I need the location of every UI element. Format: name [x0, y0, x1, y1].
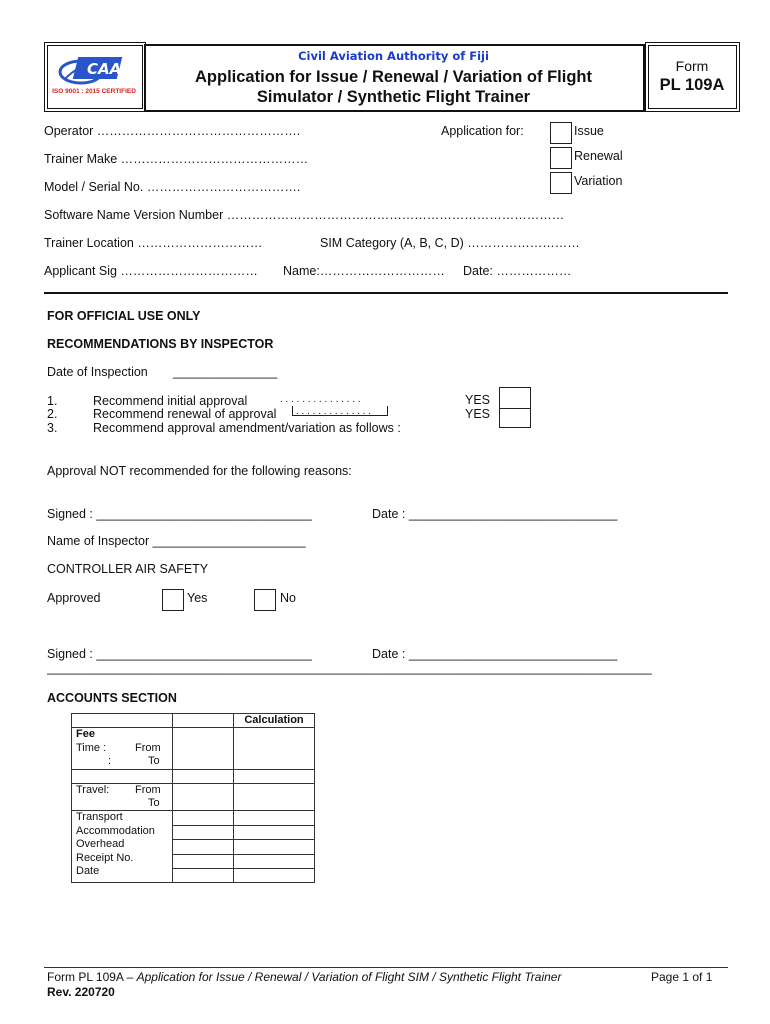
- form-number: PL 109A: [659, 76, 725, 94]
- item-2-dots: . . . . . . . . . . . . . .: [296, 406, 372, 417]
- item-2-underline-box: [292, 406, 388, 416]
- fee-calc-cell[interactable]: [234, 728, 315, 769]
- accommodation-label: Accommodation: [76, 824, 155, 837]
- item-1-text: Recommend initial approval: [93, 394, 248, 408]
- renewal-label: Renewal: [574, 149, 623, 163]
- time-from: From: [135, 741, 161, 754]
- item-1-number: 1.: [47, 394, 58, 408]
- section-divider: [44, 292, 728, 294]
- yes-checkbox-2[interactable]: [499, 408, 531, 428]
- expense-labels: [72, 811, 173, 883]
- item-3-text: Recommend approval amendment/variation as follows :: [93, 421, 401, 435]
- accounts-heading: ACCOUNTS SECTION: [47, 691, 177, 705]
- footer-revision: Rev. 220720: [47, 985, 115, 999]
- recommendations-heading: RECOMMENDATIONS BY INSPECTOR: [47, 337, 274, 351]
- overhead-label: Overhead: [76, 838, 125, 851]
- not-recommended-label: Approval NOT recommended for the following reasons:: [47, 464, 352, 478]
- footer-form-title: Application for Issue / Renewal / Variation of Flight SIM / Synthetic Flight Trainer: [136, 970, 562, 984]
- date-of-inspection-label: Date of Inspection: [47, 365, 148, 379]
- time-to: To: [148, 755, 160, 768]
- time-label: Time :: [76, 741, 107, 754]
- time-colon: :: [108, 755, 112, 768]
- table-row: [72, 783, 315, 811]
- approved-yes-checkbox[interactable]: [162, 589, 184, 611]
- fee-value-cell[interactable]: [173, 728, 234, 769]
- travel-to: To: [148, 796, 160, 809]
- travel-label: Travel:: [76, 783, 110, 796]
- inspector-date-field[interactable]: Date : ______________________________: [372, 507, 618, 521]
- form-title-line2: Simulator / Synthetic Flight Trainer: [256, 88, 531, 106]
- table-row: [72, 769, 315, 783]
- transport-label: Transport: [76, 811, 123, 824]
- renewal-checkbox[interactable]: [550, 147, 572, 169]
- form-label: Form: [675, 58, 709, 74]
- iso-certified: ISO 9001 : 2015 CERTIFIED: [52, 88, 136, 95]
- fee-table: [71, 713, 315, 883]
- travel-cell: [72, 783, 173, 811]
- model-serial-field[interactable]: Model / Serial No. ……………………………….: [44, 180, 301, 194]
- fee-label: Fee: [76, 728, 95, 741]
- item-2-number: 2.: [47, 407, 58, 421]
- item-3-number: 3.: [47, 421, 58, 435]
- calculation-header: Calculation: [234, 714, 315, 728]
- table-row: [72, 811, 315, 883]
- date-of-inspection-field[interactable]: _______________: [173, 365, 278, 379]
- yes-label-2: YES: [465, 407, 491, 421]
- form-title-line1: Application for Issue / Renewal / Variation of Flight: [195, 68, 592, 86]
- yes-checkbox-1[interactable]: [499, 387, 531, 409]
- applicant-date-field[interactable]: Date: ………………: [463, 264, 572, 278]
- software-version-field[interactable]: Software Name Version Number ………………………………………………………………………: [44, 208, 565, 222]
- official-use-heading: FOR OFFICIAL USE ONLY: [47, 309, 201, 323]
- applicant-signature-field[interactable]: Applicant Sig ……………………………: [44, 264, 258, 278]
- trainer-make-field[interactable]: Trainer Make ………………………………………: [44, 152, 309, 166]
- approved-no-label: No: [280, 591, 296, 605]
- variation-label: Variation: [574, 174, 623, 188]
- controller-heading: CONTROLLER AIR SAFETY: [47, 562, 209, 576]
- item-2-text: Recommend renewal of approval: [93, 407, 277, 421]
- travel-from: From: [135, 783, 161, 796]
- date-label: Date: [76, 865, 100, 877]
- approved-yes-label: Yes: [187, 591, 208, 605]
- applicant-name-field[interactable]: Name:…………………………: [283, 264, 445, 278]
- approved-label: Approved: [47, 591, 101, 605]
- controller-signed-field[interactable]: Signed : _______________________________: [47, 647, 312, 661]
- variation-checkbox[interactable]: [550, 172, 572, 194]
- footer-title: [47, 970, 561, 984]
- issue-label: Issue: [574, 124, 604, 138]
- fee-cell: [72, 728, 173, 769]
- footer-page: Page 1 of 1: [651, 970, 713, 984]
- svg-text:CAAF: CAAF: [87, 60, 132, 78]
- controller-rule: _______________________________________________________________________________________: [47, 661, 652, 675]
- operator-field[interactable]: Operator ………………………………………….: [44, 124, 301, 138]
- caaf-logo: [56, 50, 132, 88]
- inspector-name-field[interactable]: Name of Inspector ______________________: [47, 534, 306, 548]
- application-for-label: Application for:: [441, 124, 524, 138]
- trainer-location-field[interactable]: Trainer Location …………………………: [44, 236, 263, 250]
- authority-name: Civil Aviation Authority of Fiji: [298, 49, 489, 63]
- table-row: [72, 714, 315, 728]
- sim-category-field[interactable]: SIM Category (A, B, C, D) ………………………: [320, 236, 580, 250]
- controller-date-field[interactable]: Date : ______________________________: [372, 647, 618, 661]
- approved-no-checkbox[interactable]: [254, 589, 276, 611]
- receipt-no-label: Receipt No.: [76, 851, 134, 864]
- footer-prefix: Form PL 109A –: [47, 970, 137, 984]
- issue-checkbox[interactable]: [550, 122, 572, 144]
- yes-label-1: YES: [465, 393, 491, 407]
- item-1-dots: . . . . . . . . . . . . . . .: [280, 394, 361, 405]
- inspector-signed-field[interactable]: Signed : _______________________________: [47, 507, 312, 521]
- footer-rule: [44, 967, 728, 968]
- table-row: [72, 728, 315, 769]
